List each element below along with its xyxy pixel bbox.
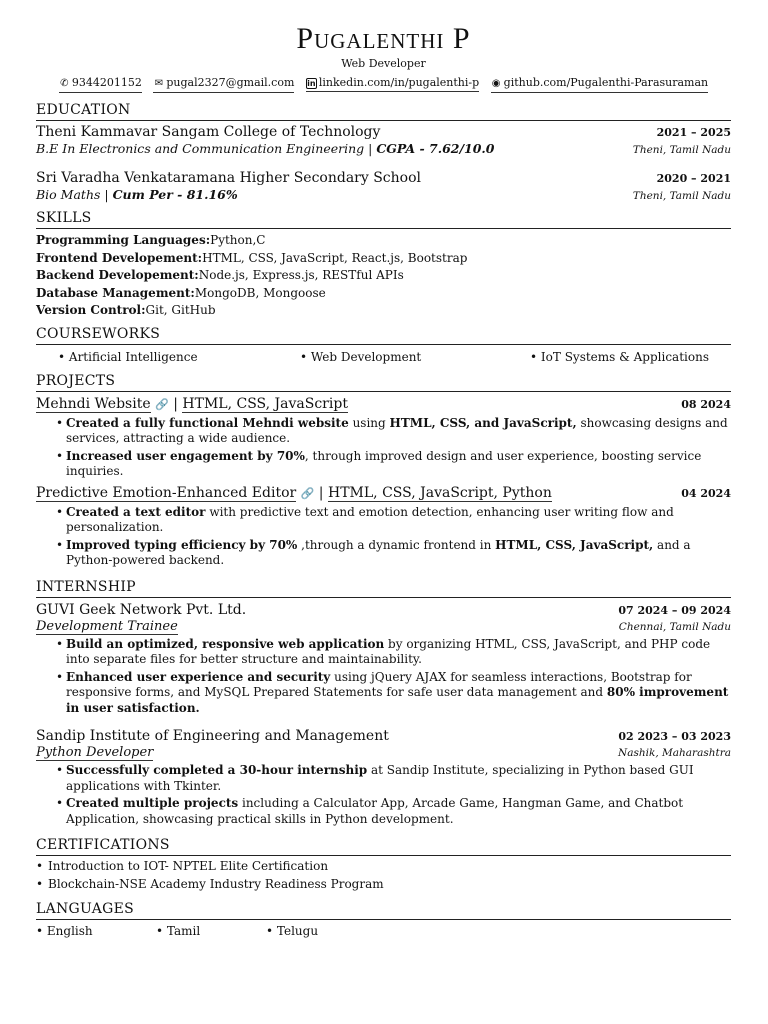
link-icon[interactable]: 🔗 — [155, 397, 169, 411]
project-bullet: • Increased user engagement by 70%, through improved design and user experience, boosting service inquiries. — [66, 449, 731, 480]
certification-list — [36, 859, 731, 892]
role: Development Trainee — [36, 618, 178, 634]
skill-line: Backend Developement:Node.js, Express.js, RESTful APIs — [36, 268, 404, 282]
project-name-link[interactable]: Predictive Emotion-Enhanced Editor — [36, 484, 297, 501]
coursework-list — [36, 350, 731, 365]
skill-line: Database Management:MongoDB, Mongoose — [36, 285, 326, 300]
education-location: Theni, Tamil Nadu — [632, 190, 731, 202]
company: GUVI Geek Network Pvt. Ltd. — [36, 601, 247, 618]
internship-dates: 02 2023 – 03 2023 — [618, 730, 731, 743]
github-icon: ◉ — [491, 78, 501, 89]
degree: Bio Maths | Cum Per - 81.16% — [36, 187, 238, 202]
email-link[interactable]: ✉ pugal2327@gmail.com — [153, 76, 294, 93]
internship-location: Chennai, Tamil Nadu — [618, 620, 731, 633]
project-item: Mehndi Website 🔗 | HTML, CSS, JavaScript 08 2024 • Created a fully functional Mehndi website using HTML, CSS, and JavaScript, showcasing designs and services, attracting a wide audience. • Increased user engagement by 70%, through improved design and user experience, boosting service inquiries. — [36, 395, 731, 480]
skills-list — [36, 232, 731, 320]
project-item: Predictive Emotion-Enhanced Editor 🔗 | HTML, CSS, JavaScript, Python 04 2024 • Created a text editor with predictive text and emotion detection, enhancing user writing flow and personalization. • Improved typing efficiency by 70% ,through a dynamic frontend in HTML, CSS, JavaScript, and a Python-powered backend. — [36, 484, 731, 569]
project-date: 08 2024 — [681, 397, 731, 411]
project-date: 04 2024 — [681, 486, 731, 500]
languages-heading: LANGUAGES — [36, 901, 731, 920]
project-bullet: • Created a fully functional Mehndi website using HTML, CSS, and JavaScript, showcasing designs and services, attracting a wide audience. — [66, 416, 731, 447]
language-item: • Tamil — [156, 924, 201, 938]
internship-heading: INTERNSHIP — [36, 579, 731, 598]
internship-item — [36, 601, 731, 717]
degree: B.E In Electronics and Communication Engineering | CGPA - 7.62/10.0 — [36, 141, 495, 156]
coursework-item: • Artificial Intelligence — [58, 349, 198, 364]
project-bullet: • Improved typing efficiency by 70% ,through a dynamic frontend in HTML, CSS, JavaScript, and a Python-powered backend. — [66, 538, 731, 569]
projects-heading: PROJECTS — [36, 373, 731, 392]
linkedin-link[interactable]: in linkedin.com/in/pugalenthi-p — [306, 76, 479, 92]
language-item: • English — [36, 924, 93, 938]
envelope-icon: ✉ — [154, 78, 164, 89]
internship-dates: 07 2024 – 09 2024 — [618, 603, 731, 617]
courseworks-heading: COURSEWORKS — [36, 326, 731, 345]
language-list — [36, 924, 731, 938]
institution: Theni Kammavar Sangam College of Technology — [36, 124, 381, 140]
education-dates: 2021 – 2025 — [656, 126, 731, 139]
internship-bullet: • Enhanced user experience and security using jQuery AJAX for seamless interactions, Bootstrap for responsive forms, and MySQL Prepared Statements for safe user data management and 80% improvement in user satisfaction. — [66, 670, 731, 717]
internship-location: Nashik, Maharashtra — [618, 747, 731, 759]
contact-bar — [36, 76, 731, 93]
resume-page — [36, 22, 731, 938]
github-link[interactable]: ◉ github.com/Pugalenthi-Parasuraman — [491, 76, 708, 93]
internship-bullet: • Created multiple projects including a Calculator App, Arcade Game, Hangman Game, and Chatbot Application, showcasing practical skills in Python development. — [66, 796, 731, 827]
linkedin-icon: in — [307, 79, 316, 88]
education-dates: 2020 – 2021 — [656, 172, 731, 185]
candidate-title: Web Developer — [341, 57, 426, 70]
certification-item: • Introduction to IOT- NPTEL Elite Certification — [36, 859, 731, 875]
institution: Sri Varadha Venkataramana Higher Secondary School — [36, 170, 421, 186]
company: Sandip Institute of Engineering and Management — [36, 728, 389, 744]
education-item — [36, 123, 731, 157]
education-item — [36, 169, 731, 203]
certifications-heading: CERTIFICATIONS — [36, 837, 731, 856]
internship-item — [36, 727, 731, 827]
internship-bullet: • Successfully completed a 30-hour internship at Sandip Institute, specializing in Python based GUI applications with Tkinter. — [66, 763, 731, 794]
project-bullet: • Created a text editor with predictive text and emotion detection, enhancing user writing flow and personalization. — [66, 505, 731, 536]
certification-item: • Blockchain-NSE Academy Industry Readiness Program — [36, 877, 731, 893]
role: Python Developer — [36, 745, 154, 760]
skill-line: Frontend Developement:HTML, CSS, JavaScript, React.js, Bootstrap — [36, 250, 468, 265]
candidate-name: Pugalenthi P — [296, 22, 471, 55]
project-tech: HTML, CSS, JavaScript, Python — [327, 484, 552, 501]
skills-heading: SKILLS — [36, 210, 731, 229]
internship-bullet: • Build an optimized, responsive web application by organizing HTML, CSS, JavaScript, and PHP code into separate files for better structure and maintainability. — [66, 637, 731, 668]
education-location: Theni, Tamil Nadu — [632, 144, 731, 156]
coursework-item: • IoT Systems & Applications — [530, 349, 709, 364]
link-icon[interactable]: 🔗 — [300, 486, 315, 500]
project-name-link[interactable]: Mehndi Website — [36, 395, 151, 412]
skill-line: Programming Languages:Python,C — [36, 233, 266, 247]
score: CGPA - 7.62/10.0 — [376, 141, 495, 156]
project-tech: HTML, CSS, JavaScript — [182, 395, 348, 412]
language-item: • Telugu — [266, 924, 319, 938]
education-heading: EDUCATION — [36, 102, 731, 121]
score: Cum Per - 81.16% — [112, 187, 238, 202]
phone-link[interactable]: ✆ 9344201152 — [59, 76, 142, 93]
coursework-item: • Web Development — [300, 349, 422, 364]
phone-icon: ✆ — [60, 78, 69, 89]
skill-line: Version Control:Git, GitHub — [36, 303, 216, 317]
